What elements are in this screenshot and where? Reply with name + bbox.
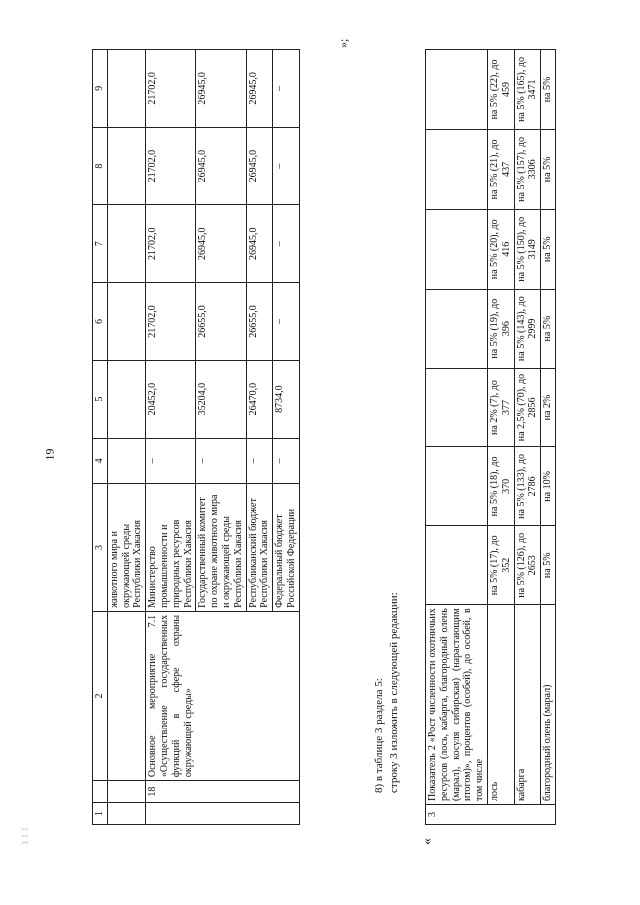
indicator-title: Показатель 2 «Рост численности охотничьих ресурсов (лось, кабарга, благородный олень (марал), косуля сибирская) (нарастающим итогом)», процентов (особей), до особей, в том числе: [426, 605, 488, 805]
cell-value: 26945,0: [246, 127, 273, 205]
header-cell: 4: [93, 438, 108, 484]
header-cell: 3: [93, 484, 108, 612]
header-cell: 7: [93, 205, 108, 283]
indicator-table: [425, 49, 556, 825]
table-row: [426, 50, 488, 825]
cell-value: на 5% (143), до 2999: [514, 289, 541, 368]
cell-value: –: [273, 283, 300, 361]
cell-value: на 5%: [541, 526, 556, 605]
cell-value: 20452,0: [146, 360, 196, 438]
table-row: [541, 50, 556, 825]
cell-value: 21702,0: [146, 127, 196, 205]
margin-mark: 1 1 1: [20, 827, 30, 845]
cell-value: на 5% (150), до 3149: [514, 209, 541, 289]
row-label: благородный олень (марал): [541, 605, 556, 805]
cell-value: 26945,0: [196, 205, 246, 283]
cell-value: –: [273, 127, 300, 205]
cell-value: –: [273, 438, 300, 484]
cell-value: 26945,0: [246, 50, 273, 128]
cell-value: на 5%: [541, 289, 556, 368]
cell-value: на 5% (19), до 396: [487, 289, 514, 368]
cell-value: на 5% (165), до 3471: [514, 50, 541, 130]
open-quote-mark: «: [420, 838, 435, 845]
cell-value: на 5% (133), до 2786: [514, 447, 541, 526]
header-cell: 5: [93, 360, 108, 438]
cell-value: 26655,0: [246, 283, 273, 361]
cell-value: на 5%: [541, 50, 556, 130]
cell-value: на 5% (126), до 2653: [514, 526, 541, 605]
amendment-paragraph: 8) в таблице 3 раздела 5:: [373, 678, 385, 793]
cell-value: на 2% (7), до 377: [487, 368, 514, 447]
cell-value: –: [196, 438, 246, 484]
cell-value: –: [146, 438, 196, 484]
cell-value: –: [246, 438, 273, 484]
table-header-row: [93, 50, 108, 825]
row-label: лось: [487, 605, 514, 805]
cell-value: 8734,0: [273, 360, 300, 438]
cell-value: на 5% (21), до 437: [487, 129, 514, 209]
row-number: 3: [426, 805, 556, 825]
row-label: кабарга: [514, 605, 541, 805]
cell-value: 26470,0: [246, 360, 273, 438]
cell-value: 35204,0: [196, 360, 246, 438]
header-cell: 9: [93, 50, 108, 128]
cell-value: на 2,5% (70), до 2856: [514, 368, 541, 447]
amendment-paragraph: строку 3 изложить в следующей редакции:: [388, 592, 400, 793]
header-cell: 6: [93, 283, 108, 361]
cell-value: на 5%: [541, 129, 556, 209]
header-cell: 1: [93, 803, 108, 825]
cell-value: 26945,0: [246, 205, 273, 283]
cell-value: на 5% (157), до 3306: [514, 129, 541, 209]
page-number: 19: [42, 448, 57, 461]
cell-executor: Министерство промышленности и природных ресурсов Республики Хакасия: [146, 484, 196, 612]
end-quote-mark: »;: [336, 38, 350, 48]
table-row: [146, 50, 196, 825]
budget-table: [92, 49, 300, 825]
cell-value: на 2%: [541, 368, 556, 447]
cell-executor: Республиканский бюджет Республики Хакасия: [246, 484, 273, 612]
cell-value: на 5%: [541, 209, 556, 289]
cell-value: 21702,0: [146, 283, 196, 361]
row-number: 18: [146, 781, 300, 803]
cell-value: на 5% (20), до 416: [487, 209, 514, 289]
table-row: [487, 50, 514, 825]
cell-value: 26945,0: [196, 127, 246, 205]
cell-value: 21702,0: [146, 50, 196, 128]
table-row: [107, 50, 145, 825]
cell-value: на 10%: [541, 447, 556, 526]
cell-executor: животного мира и окружающей среды Республики Хакасия: [107, 484, 145, 612]
cell-value: на 5% (18), до 370: [487, 447, 514, 526]
cell-value: на 5% (17), до 352: [487, 526, 514, 605]
header-cell: 8: [93, 127, 108, 205]
table-row: [514, 50, 541, 825]
cell-value: 26655,0: [196, 283, 246, 361]
cell-measure: Основное мероприятие 7.1 «Осуществление государственных функций в сфере охраны окружающей среды»: [146, 611, 300, 780]
cell-value: –: [273, 205, 300, 283]
cell-value: –: [273, 50, 300, 128]
cell-executor: Федеральный бюджет Российской Федерации: [273, 484, 300, 612]
cell-value: на 5% (22), до 459: [487, 50, 514, 130]
header-cell: 2: [93, 611, 108, 780]
cell-value: 26945,0: [196, 50, 246, 128]
cell-value: 21702,0: [146, 205, 196, 283]
cell-executor: Государственный комитет по охране животного мира и окружающей среды Республики Хакасия: [196, 484, 246, 612]
